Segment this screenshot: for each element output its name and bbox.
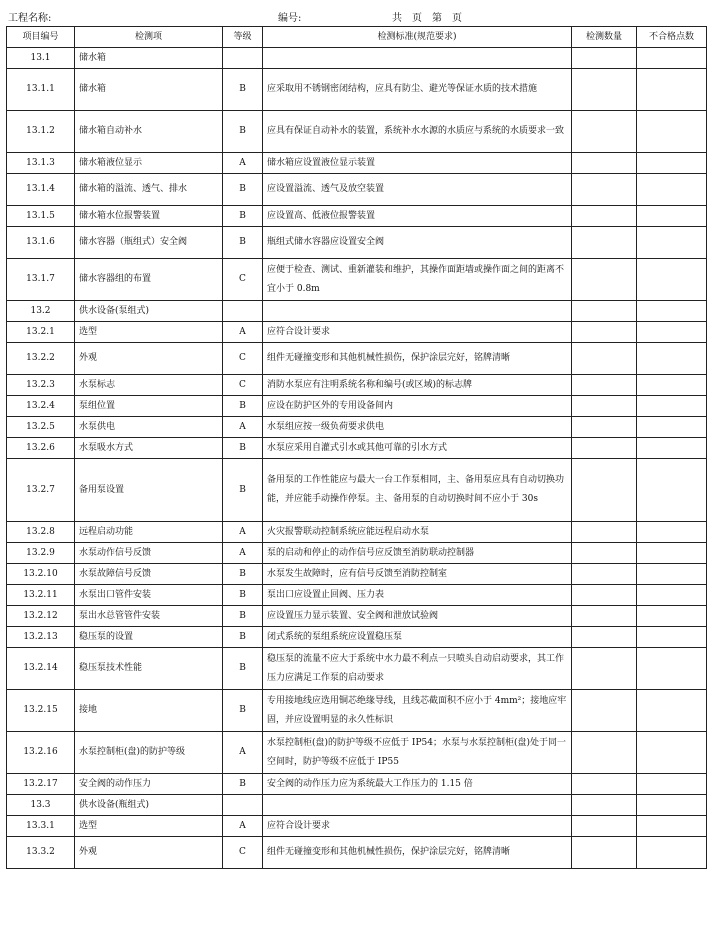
table-row xyxy=(7,564,707,585)
cell-fails xyxy=(637,69,707,111)
cell-fails xyxy=(637,648,707,690)
cell-count xyxy=(572,174,637,206)
cell-standard: 泵的启动和停止的动作信号应反馈至消防联动控制器 xyxy=(263,543,572,564)
cell-fails xyxy=(637,606,707,627)
col-header-count: 检测数量 xyxy=(572,27,637,48)
cell-count xyxy=(572,111,637,153)
cell-standard: 备用泵的工作性能应与最大一台工作泵相同，主、备用泵应具有自动切换功能，并应能手动操作停泵。主、备用泵的自动切换时间不应小于 30s xyxy=(263,459,572,522)
cell-standard: 应符合设计要求 xyxy=(263,816,572,837)
cell-standard: 水泵控制柜(盘)的防护等级不应低于 IP54；水泵与水泵控制柜(盘)处于同一空间时，防护等级不应低于 IP55 xyxy=(263,732,572,774)
cell-item: 远程启动功能 xyxy=(75,522,223,543)
table-row xyxy=(7,153,707,174)
cell-fails xyxy=(637,301,707,322)
cell-level: B xyxy=(223,174,263,206)
cell-standard: 瓶组式储水容器应设置安全阀 xyxy=(263,227,572,259)
cell-id: 13.1.3 xyxy=(7,153,75,174)
cell-item: 稳压泵技术性能 xyxy=(75,648,223,690)
table-row xyxy=(7,111,707,153)
col-header-level: 等级 xyxy=(223,27,263,48)
cell-id: 13.1.2 xyxy=(7,111,75,153)
cell-item: 水泵标志 xyxy=(75,375,223,396)
table-row xyxy=(7,816,707,837)
cell-level: C xyxy=(223,837,263,869)
cell-fails xyxy=(637,396,707,417)
cell-item: 储水箱自动补水 xyxy=(75,111,223,153)
cell-level: C xyxy=(223,259,263,301)
table-header-row xyxy=(7,27,707,48)
cell-standard: 泵出口应设置止回阀、压力表 xyxy=(263,585,572,606)
cell-count xyxy=(572,459,637,522)
cell-item: 安全阀的动作压力 xyxy=(75,774,223,795)
cell-fails xyxy=(637,459,707,522)
table-row xyxy=(7,227,707,259)
cell-standard xyxy=(263,48,572,69)
cell-id: 13.2.9 xyxy=(7,543,75,564)
cell-count xyxy=(572,69,637,111)
cell-id: 13.1.4 xyxy=(7,174,75,206)
cell-level: B xyxy=(223,564,263,585)
cell-standard xyxy=(263,795,572,816)
cell-level: B xyxy=(223,774,263,795)
cell-count xyxy=(572,153,637,174)
cell-id: 13.2.4 xyxy=(7,396,75,417)
cell-standard: 水泵组应按一级负荷要求供电 xyxy=(263,417,572,438)
cell-id: 13.2.6 xyxy=(7,438,75,459)
cell-item: 外观 xyxy=(75,343,223,375)
cell-item: 选型 xyxy=(75,816,223,837)
cell-count xyxy=(572,732,637,774)
cell-id: 13.1.5 xyxy=(7,206,75,227)
col-header-id: 项目编号 xyxy=(7,27,75,48)
cell-item: 储水箱 xyxy=(75,69,223,111)
cell-fails xyxy=(637,627,707,648)
table-row xyxy=(7,648,707,690)
cell-level: B xyxy=(223,396,263,417)
cell-count xyxy=(572,564,637,585)
cell-id: 13.2.12 xyxy=(7,606,75,627)
cell-standard xyxy=(263,301,572,322)
cell-level: B xyxy=(223,438,263,459)
cell-fails xyxy=(637,543,707,564)
cell-level: A xyxy=(223,732,263,774)
col-header-standard: 检测标准(规范要求) xyxy=(263,27,572,48)
cell-fails xyxy=(637,732,707,774)
col-header-item: 检测项 xyxy=(75,27,223,48)
cell-id: 13.2.5 xyxy=(7,417,75,438)
table-row xyxy=(7,206,707,227)
table-row xyxy=(7,343,707,375)
cell-fails xyxy=(637,174,707,206)
cell-level: A xyxy=(223,522,263,543)
cell-id: 13.2.15 xyxy=(7,690,75,732)
cell-fails xyxy=(637,259,707,301)
cell-item: 选型 xyxy=(75,322,223,343)
cell-level: B xyxy=(223,606,263,627)
cell-standard: 消防水泵应有注明系统名称和编号(或区域)的标志牌 xyxy=(263,375,572,396)
table-row xyxy=(7,837,707,869)
cell-item: 供水设备(泵组式) xyxy=(75,301,223,322)
cell-item: 水泵故障信号反馈 xyxy=(75,564,223,585)
cell-fails xyxy=(637,585,707,606)
cell-count xyxy=(572,837,637,869)
cell-id: 13.1.7 xyxy=(7,259,75,301)
cell-fails xyxy=(637,417,707,438)
cell-standard: 应便于检查、测试、重新灌装和维护，其操作面距墙或操作面之间的距离不宜小于 0.8m xyxy=(263,259,572,301)
cell-item: 水泵吸水方式 xyxy=(75,438,223,459)
cell-id: 13.2.13 xyxy=(7,627,75,648)
cell-level: B xyxy=(223,111,263,153)
cell-fails xyxy=(637,206,707,227)
cell-level: A xyxy=(223,322,263,343)
cell-id: 13.2.8 xyxy=(7,522,75,543)
cell-id: 13.1 xyxy=(7,48,75,69)
table-row xyxy=(7,795,707,816)
cell-id: 13.2 xyxy=(7,301,75,322)
cell-count xyxy=(572,259,637,301)
cell-standard: 组件无碰撞变形和其他机械性损伤，保护涂层完好，铭牌清晰 xyxy=(263,837,572,869)
cell-fails xyxy=(637,375,707,396)
cell-standard: 火灾报警联动控制系统应能远程启动水泵 xyxy=(263,522,572,543)
cell-id: 13.2.2 xyxy=(7,343,75,375)
col-header-fails: 不合格点数 xyxy=(637,27,707,48)
cell-item: 水泵控制柜(盘)的防护等级 xyxy=(75,732,223,774)
cell-item: 储水容器组的布置 xyxy=(75,259,223,301)
table-row xyxy=(7,627,707,648)
cell-level: A xyxy=(223,816,263,837)
cell-level: B xyxy=(223,459,263,522)
table-row xyxy=(7,322,707,343)
cell-count xyxy=(572,375,637,396)
cell-count xyxy=(572,322,637,343)
cell-standard: 应设置高、低液位报警装置 xyxy=(263,206,572,227)
cell-fails xyxy=(637,322,707,343)
cell-level: C xyxy=(223,343,263,375)
page-label: 共 页 第 页 xyxy=(392,13,462,24)
cell-fails xyxy=(637,153,707,174)
cell-standard: 储水箱应设置液位显示装置 xyxy=(263,153,572,174)
cell-fails xyxy=(637,690,707,732)
cell-item: 水泵动作信号反馈 xyxy=(75,543,223,564)
cell-id: 13.2.7 xyxy=(7,459,75,522)
table-row xyxy=(7,48,707,69)
cell-count xyxy=(572,606,637,627)
cell-id: 13.2.1 xyxy=(7,322,75,343)
cell-count xyxy=(572,438,637,459)
form-header xyxy=(0,0,719,26)
cell-level xyxy=(223,795,263,816)
cell-item: 水泵出口管件安装 xyxy=(75,585,223,606)
cell-standard: 水泵发生故障时，应有信号反馈至消防控制室 xyxy=(263,564,572,585)
table-row xyxy=(7,375,707,396)
table-row xyxy=(7,522,707,543)
cell-level xyxy=(223,48,263,69)
cell-count xyxy=(572,627,637,648)
cell-level: A xyxy=(223,543,263,564)
cell-level: A xyxy=(223,417,263,438)
cell-fails xyxy=(637,795,707,816)
cell-count xyxy=(572,206,637,227)
cell-id: 13.1.6 xyxy=(7,227,75,259)
cell-fails xyxy=(637,438,707,459)
cell-fails xyxy=(637,837,707,869)
cell-count xyxy=(572,522,637,543)
table-row xyxy=(7,438,707,459)
cell-standard: 闭式系统的泵组系统应设置稳压泵 xyxy=(263,627,572,648)
cell-item: 供水设备(瓶组式) xyxy=(75,795,223,816)
cell-item: 泵出水总管管件安装 xyxy=(75,606,223,627)
table-row xyxy=(7,459,707,522)
cell-id: 13.2.16 xyxy=(7,732,75,774)
cell-standard: 应设在防护区外的专用设备间内 xyxy=(263,396,572,417)
cell-standard: 应符合设计要求 xyxy=(263,322,572,343)
cell-count xyxy=(572,301,637,322)
cell-count xyxy=(572,585,637,606)
cell-fails xyxy=(637,564,707,585)
cell-fails xyxy=(637,48,707,69)
cell-level: B xyxy=(223,648,263,690)
cell-id: 13.2.14 xyxy=(7,648,75,690)
cell-count xyxy=(572,795,637,816)
cell-level: A xyxy=(223,153,263,174)
cell-level: C xyxy=(223,375,263,396)
cell-count xyxy=(572,417,637,438)
cell-fails xyxy=(637,227,707,259)
table-row xyxy=(7,774,707,795)
table-row xyxy=(7,69,707,111)
cell-count xyxy=(572,543,637,564)
cell-fails xyxy=(637,816,707,837)
cell-count xyxy=(572,816,637,837)
cell-count xyxy=(572,690,637,732)
table-row xyxy=(7,732,707,774)
cell-item: 储水容器（瓶组式）安全阀 xyxy=(75,227,223,259)
cell-level: B xyxy=(223,69,263,111)
cell-id: 13.2.10 xyxy=(7,564,75,585)
cell-standard: 应具有保证自动补水的装置，系统补水水源的水质应与系统的水质要求一致 xyxy=(263,111,572,153)
cell-item: 储水箱 xyxy=(75,48,223,69)
cell-fails xyxy=(637,343,707,375)
table-row xyxy=(7,396,707,417)
cell-standard: 应采取用不锈钢密闭结构，应具有防尘、避光等保证水质的技术措施 xyxy=(263,69,572,111)
cell-level: B xyxy=(223,585,263,606)
cell-standard: 专用接地线应选用铜芯绝缘导线，且线芯截面积不应小于 4mm²；接地应牢固，并应设置明显的永久性标识 xyxy=(263,690,572,732)
cell-count xyxy=(572,48,637,69)
cell-fails xyxy=(637,774,707,795)
cell-level: B xyxy=(223,227,263,259)
cell-item: 外观 xyxy=(75,837,223,869)
cell-fails xyxy=(637,522,707,543)
cell-count xyxy=(572,343,637,375)
cell-id: 13.2.11 xyxy=(7,585,75,606)
cell-item: 水泵供电 xyxy=(75,417,223,438)
cell-id: 13.2.17 xyxy=(7,774,75,795)
table-row xyxy=(7,606,707,627)
number-label: 编号: xyxy=(278,13,302,24)
cell-id: 13.1.1 xyxy=(7,69,75,111)
cell-standard: 应设置溢流、透气及放空装置 xyxy=(263,174,572,206)
cell-standard: 组件无碰撞变形和其他机械性损伤，保护涂层完好，铭牌清晰 xyxy=(263,343,572,375)
cell-standard: 水泵应采用自灌式引水或其他可靠的引水方式 xyxy=(263,438,572,459)
table-row xyxy=(7,543,707,564)
inspection-table xyxy=(6,26,707,869)
table-row xyxy=(7,301,707,322)
cell-item: 储水箱的溢流、透气、排水 xyxy=(75,174,223,206)
cell-count xyxy=(572,227,637,259)
cell-fails xyxy=(637,111,707,153)
table-row xyxy=(7,259,707,301)
cell-standard: 稳压泵的流量不应大于系统中水力最不利点一只喷头自动启动要求，其工作压力应满足工作泵的启动要求 xyxy=(263,648,572,690)
cell-item: 备用泵设置 xyxy=(75,459,223,522)
cell-id: 13.3.1 xyxy=(7,816,75,837)
table-row xyxy=(7,174,707,206)
cell-level: B xyxy=(223,627,263,648)
cell-standard: 应设置压力显示装置、安全阀和泄放试验阀 xyxy=(263,606,572,627)
cell-level xyxy=(223,301,263,322)
cell-count xyxy=(572,648,637,690)
cell-level: B xyxy=(223,206,263,227)
cell-item: 接地 xyxy=(75,690,223,732)
cell-standard: 安全阀的动作压力应为系统最大工作压力的 1.15 倍 xyxy=(263,774,572,795)
cell-item: 储水箱水位报警装置 xyxy=(75,206,223,227)
table-row xyxy=(7,585,707,606)
cell-count xyxy=(572,396,637,417)
cell-id: 13.3.2 xyxy=(7,837,75,869)
table-row xyxy=(7,690,707,732)
cell-item: 稳压泵的设置 xyxy=(75,627,223,648)
cell-item: 储水箱液位显示 xyxy=(75,153,223,174)
cell-id: 13.3 xyxy=(7,795,75,816)
cell-level: B xyxy=(223,690,263,732)
cell-item: 泵组位置 xyxy=(75,396,223,417)
cell-id: 13.2.3 xyxy=(7,375,75,396)
cell-count xyxy=(572,774,637,795)
table-row xyxy=(7,417,707,438)
project-name-label: 工程名称: xyxy=(8,13,52,24)
